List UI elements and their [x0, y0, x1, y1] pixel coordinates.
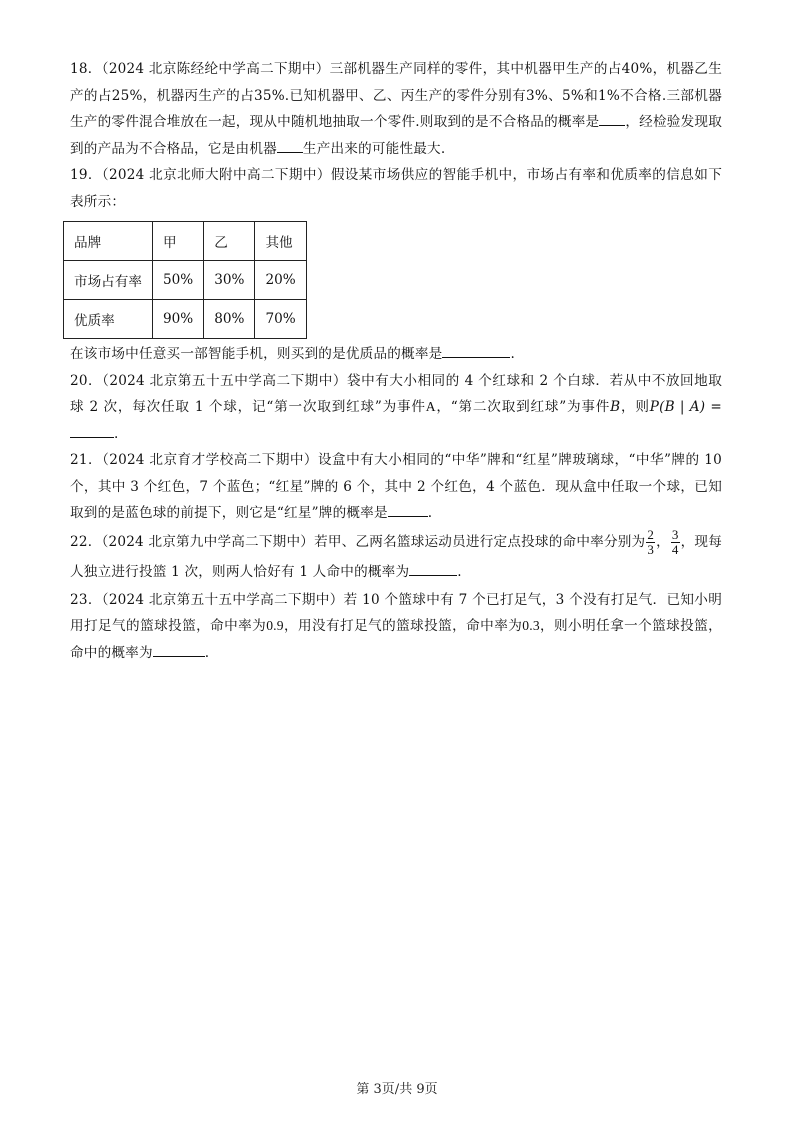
table-cell: 50%: [153, 261, 204, 300]
q23-text-3: ，则小明任拿一个篮球投篮，命中的概率为: [70, 618, 722, 661]
q19-end: .: [510, 346, 515, 362]
q18-text-2: ，经检验发现取到的产品为不合格品，它是由机器: [70, 114, 722, 157]
q23-value-1: 0.9: [266, 618, 284, 633]
q19-question: [70, 341, 722, 368]
q22-end: .: [457, 563, 462, 580]
fraction-denominator: 3: [647, 541, 655, 557]
q18-blank-2: [277, 137, 303, 153]
q21-text: 21．（2024 北京育才学校高二下期中）设盒中有大小相同的“中华”牌和“红星”牌玻璃球，“中华”牌的 10 个，其中 3 个红色，7 个蓝色；“红星”牌的 6 个，其中 2 个红色，4 个蓝色．现从盒中任取一个球，已知取到的是蓝色球的前提下，则它是“红星”牌的概率是: [70, 452, 722, 521]
q22-text-2: ，现每人独立进行投篮 1 次，则两人恰好有 1 人命中的概率为: [70, 533, 722, 580]
q19-blank: [442, 342, 510, 358]
question-23: [70, 587, 722, 667]
table-cell: 市场占有率: [64, 261, 153, 300]
fraction-denominator: 4: [671, 541, 679, 557]
table-row: [64, 261, 307, 300]
table-cell: 甲: [153, 222, 204, 261]
q22-separator: ，: [656, 533, 670, 550]
q19-intro: 19．（2024 北京北师大附中高二下期中）假设某市场供应的智能手机中，市场占有率和优质率的信息如下表所示：: [70, 167, 722, 210]
q20-text-2: ，“第二次取到红球”为事件: [435, 399, 611, 415]
table-cell: 乙: [204, 222, 255, 261]
question-18: [70, 56, 722, 162]
question-20: [70, 368, 722, 448]
fraction-numerator: 2: [647, 526, 655, 542]
table-row: [64, 300, 307, 339]
q20-event-b: B: [610, 399, 621, 415]
table-cell: 80%: [204, 300, 255, 339]
question-21: [70, 447, 722, 527]
question-19: [70, 162, 722, 215]
q20-text-1: 20．（2024 北京第五十五中学高二下期中）袋中有大小相同的 4 个红球和 2 个白球．若从中不放回地取球 2 次，每次任取 1 个球，记“第一次取到红球”为事件: [70, 372, 722, 415]
q20-text-3: ，则: [620, 399, 650, 415]
document-page: [70, 56, 722, 666]
table-cell: 品牌: [64, 222, 153, 261]
table-cell: 30%: [204, 261, 255, 300]
q22-fraction-2: [671, 528, 680, 557]
q19-after-text: 在该市场中任意买一部智能手机，则买到的是优质品的概率是: [70, 346, 443, 362]
q18-text-3: 生产出来的可能性最大.: [302, 140, 446, 157]
q18-text-1: 18．（2024 北京陈经纶中学高二下期中）三部机器生产同样的零件，其中机器甲生产的占40%，机器乙生产的占25%，机器丙生产的占35%.已知机器甲、乙、丙生产的零件分别有3%、5%和1%不合格.三部机器生产的零件混合堆放在一起，现从中随机地抽取一个零件.则取到的是不合格品的概率是: [70, 61, 722, 130]
table-cell: 20%: [255, 261, 306, 300]
q22-text-1: 22．（2024 北京第九中学高二下期中）若甲、乙两名篮球运动员进行定点投球的命中率分别为: [70, 533, 646, 550]
q21-blank: [388, 501, 428, 517]
table-header-row: [64, 222, 307, 261]
fraction-numerator: 3: [671, 526, 679, 542]
page-footer: [0, 1078, 794, 1097]
q23-text-2: ，用没有打足气的篮球投篮，命中率为: [283, 618, 523, 634]
q19-table: [63, 221, 307, 339]
q20-end: .: [114, 425, 119, 442]
q23-value-2: 0.3: [522, 618, 540, 633]
q20-formula: P(B | A) =: [649, 399, 723, 415]
q23-text-1: 23．（2024 北京第五十五中学高二下期中）若 10 个篮球中有 7 个已打足气，3 个没有打足气．已知小明用打足气的篮球投篮，命中率为: [70, 591, 722, 634]
question-22: [70, 527, 722, 587]
page-number: 第 3页/共 9页: [356, 1082, 438, 1097]
q22-fraction-1: [646, 528, 655, 557]
table-cell: 70%: [255, 300, 306, 339]
table-cell: 优质率: [64, 300, 153, 339]
q21-end: .: [427, 505, 433, 521]
q20-blank: [70, 422, 114, 438]
q23-end: .: [204, 644, 210, 661]
q18-blank-1: [599, 110, 625, 126]
q22-blank: [409, 560, 457, 576]
table-cell: 其他: [255, 222, 306, 261]
table-cell: 90%: [153, 300, 204, 339]
q20-event-a: A: [425, 399, 436, 414]
q23-blank: [153, 641, 205, 657]
